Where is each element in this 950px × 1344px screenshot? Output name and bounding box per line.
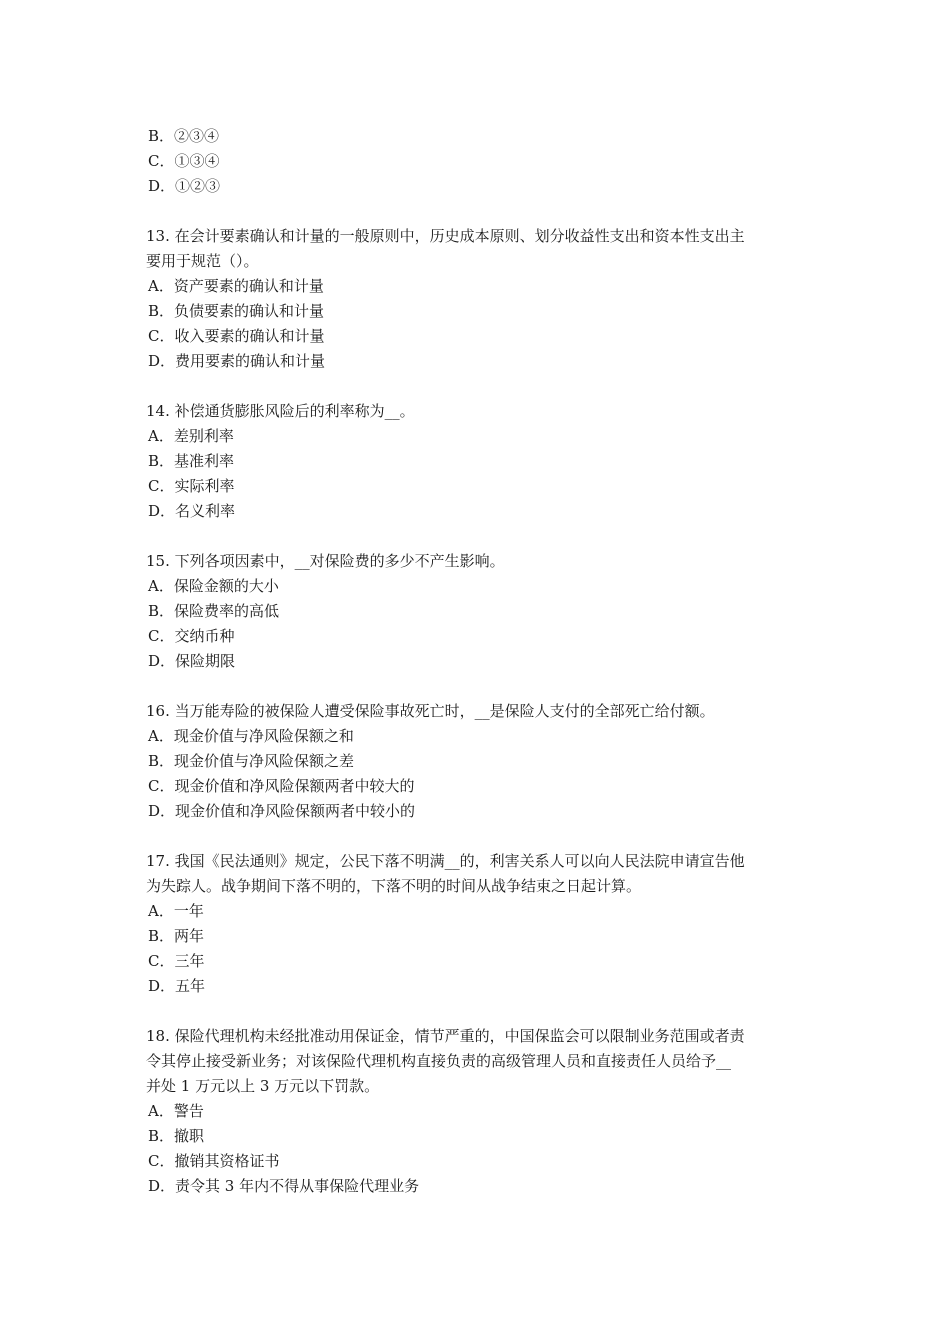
question-stem-line: 15. 下列各项因素中，__对保险费的多少不产生影响。 (146, 552, 505, 570)
question-stem-line: 令其停止接受新业务；对该保险代理机构直接负责的高级管理人员和直接责任人员给予__ (146, 1052, 732, 1070)
option-c: C．交纳币种 (148, 627, 235, 645)
option-d: D．名义利率 (148, 502, 236, 520)
option-d: D．费用要素的确认和计量 (148, 352, 326, 370)
question-15 (146, 549, 816, 674)
question-16 (146, 699, 816, 824)
question-stem-line: 并处 1 万元以上 3 万元以下罚款。 (146, 1077, 380, 1095)
question-stem-line: 13. 在会计要素确认和计量的一般原则中，历史成本原则、划分收益性支出和资本性支出主 (146, 227, 745, 245)
option-b: B．现金价值与净风险保额之差 (148, 752, 355, 770)
question-stem-line: 要用于规范（）。 (146, 252, 259, 270)
option-c: C．收入要素的确认和计量 (148, 327, 325, 345)
question-14 (146, 399, 816, 524)
option-a: A．一年 (148, 902, 204, 920)
document-page (146, 124, 816, 1199)
option-c: C．三年 (148, 952, 205, 970)
option-b: B．②③④ (148, 127, 220, 145)
question-13 (146, 224, 816, 374)
option-b: B．两年 (148, 927, 205, 945)
question-17 (146, 849, 816, 999)
option-a: A．现金价值与净风险保额之和 (148, 727, 354, 745)
option-b: B．保险费率的高低 (148, 602, 280, 620)
option-b: B．负债要素的确认和计量 (148, 302, 325, 320)
option-b: B．撤职 (148, 1127, 205, 1145)
option-c: C．实际利率 (148, 477, 235, 495)
option-a: A．资产要素的确认和计量 (148, 277, 324, 295)
question-stem-line: 17. 我国《民法通则》规定，公民下落不明满__的，利害关系人可以向人民法院申请宣告他 (146, 852, 745, 870)
option-d: D．责令其 3 年内不得从事保险代理业务 (148, 1177, 420, 1195)
option-c: C．现金价值和净风险保额两者中较大的 (148, 777, 415, 795)
question-stem-line: 为失踪人。战争期间下落不明的，下落不明的时间从战争结束之日起计算。 (146, 877, 642, 895)
option-d: D．五年 (148, 977, 206, 995)
option-c: C．撤销其资格证书 (148, 1152, 280, 1170)
option-d: D．①②③ (148, 177, 221, 195)
question-stem-line: 14. 补偿通货膨胀风险后的利率称为__。 (146, 402, 415, 420)
question-18 (146, 1024, 816, 1199)
option-a: A．差别利率 (148, 427, 234, 445)
option-a: A．保险金额的大小 (148, 577, 279, 595)
previous-question-options (146, 124, 816, 199)
option-b: B．基准利率 (148, 452, 235, 470)
option-d: D．现金价值和净风险保额两者中较小的 (148, 802, 416, 820)
option-a: A．警告 (148, 1102, 204, 1120)
question-stem-line: 16. 当万能寿险的被保险人遭受保险事故死亡时，__是保险人支付的全部死亡给付额。 (146, 702, 715, 720)
option-d: D．保险期限 (148, 652, 236, 670)
question-stem-line: 18. 保险代理机构未经批准动用保证金，情节严重的，中国保监会可以限制业务范围或者责 (146, 1027, 745, 1045)
option-c: C．①③④ (148, 152, 220, 170)
